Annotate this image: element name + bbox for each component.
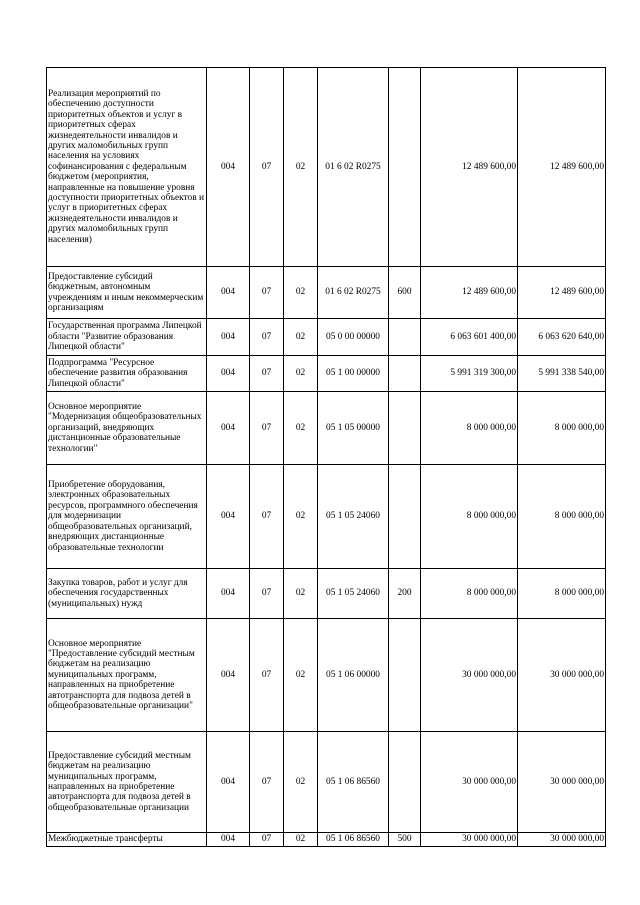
table-row: [47, 465, 606, 569]
subsection-code: 02: [284, 68, 318, 267]
expense-type: [389, 732, 421, 833]
section-code: 07: [250, 569, 284, 619]
expense-type: 200: [389, 569, 421, 619]
expense-type: [389, 465, 421, 569]
target-code: 05 1 05 00000: [318, 392, 389, 465]
amount-year-1: 12 489 600,00: [421, 267, 518, 319]
section-code: 07: [250, 319, 284, 356]
amount-year-1: 8 000 000,00: [421, 569, 518, 619]
admin-code: 004: [207, 319, 250, 356]
amount-year-1: 6 063 601 400,00: [421, 319, 518, 356]
target-code: 01 6 02 R0275: [318, 68, 389, 267]
row-name: Приобретение оборудования, электронных образовательных ресурсов, программного обеспечения для модернизации общеобразовательных организаций, внедряющих дистанционные образовательные технологии: [47, 465, 207, 569]
amount-year-2: 12 489 600,00: [518, 68, 606, 267]
target-code: 05 0 00 00000: [318, 319, 389, 356]
row-name: Реализация мероприятий по обеспечению доступности приоритетных объектов и услуг в приоритетных сферах жизнедеятельности инвалидов и других маломобильных групп населения на условиях софинансирования с федеральным бюджетом (мероприятия, направленные на повышение уровня доступности приоритетных объектов и услуг в приоритетных сферах жизнедеятельности инвалидов и других маломобильных групп населения): [47, 68, 207, 267]
expense-type: [389, 356, 421, 392]
subsection-code: 02: [284, 356, 318, 392]
target-code: 05 1 06 00000: [318, 619, 389, 732]
admin-code: 004: [207, 465, 250, 569]
target-code: 05 1 05 24060: [318, 465, 389, 569]
row-name: Межбюджетные трансферты: [47, 833, 207, 847]
section-code: 07: [250, 392, 284, 465]
subsection-code: 02: [284, 569, 318, 619]
subsection-code: 02: [284, 732, 318, 833]
amount-year-2: 30 000 000,00: [518, 833, 606, 847]
expense-type: 500: [389, 833, 421, 847]
table-row: [47, 833, 606, 847]
row-name: Предоставление субсидий местным бюджетам на реализацию муниципальных программ, направленных на приобретение автотранспорта для подвоза детей в общеобразовательные организации: [47, 732, 207, 833]
section-code: 07: [250, 68, 284, 267]
subsection-code: 02: [284, 619, 318, 732]
amount-year-2: 8 000 000,00: [518, 392, 606, 465]
subsection-code: 02: [284, 319, 318, 356]
admin-code: 004: [207, 392, 250, 465]
row-name: Основное мероприятие "Модернизация общеобразовательных организаций, внедряющих дистанционные образовательные технологии": [47, 392, 207, 465]
target-code: 05 1 00 00000: [318, 356, 389, 392]
amount-year-1: 30 000 000,00: [421, 732, 518, 833]
expense-type: [389, 392, 421, 465]
amount-year-2: 8 000 000,00: [518, 569, 606, 619]
table-row: [47, 392, 606, 465]
table-row: [47, 267, 606, 319]
admin-code: 004: [207, 356, 250, 392]
amount-year-2: 6 063 620 640,00: [518, 319, 606, 356]
amount-year-2: 5 991 338 540,00: [518, 356, 606, 392]
admin-code: 004: [207, 619, 250, 732]
section-code: 07: [250, 833, 284, 847]
row-name: Государственная программа Липецкой области "Развитие образования Липецкой области": [47, 319, 207, 356]
section-code: 07: [250, 267, 284, 319]
admin-code: 004: [207, 68, 250, 267]
subsection-code: 02: [284, 833, 318, 847]
target-code: 05 1 06 86560: [318, 833, 389, 847]
admin-code: 004: [207, 267, 250, 319]
admin-code: 004: [207, 569, 250, 619]
amount-year-1: 8 000 000,00: [421, 392, 518, 465]
row-name: Подпрограмма "Ресурсное обеспечение развития образования Липецкой области": [47, 356, 207, 392]
budget-document-page: [46, 67, 605, 847]
amount-year-1: 30 000 000,00: [421, 833, 518, 847]
amount-year-2: 12 489 600,00: [518, 267, 606, 319]
table-row: [47, 569, 606, 619]
row-name: Закупка товаров, работ и услуг для обеспечения государственных (муниципальных) нужд: [47, 569, 207, 619]
row-name: Основное мероприятие "Предоставление субсидий местным бюджетам на реализацию муниципальных программ, направленных на приобретение автотранспорта для подвоза детей в общеобразовательные организации": [47, 619, 207, 732]
section-code: 07: [250, 619, 284, 732]
amount-year-2: 8 000 000,00: [518, 465, 606, 569]
section-code: 07: [250, 356, 284, 392]
row-name: Предоставление субсидий бюджетным, автономным учреждениям и иным некоммерческим организациям: [47, 267, 207, 319]
expense-type: [389, 319, 421, 356]
subsection-code: 02: [284, 267, 318, 319]
section-code: 07: [250, 465, 284, 569]
expense-type: [389, 68, 421, 267]
section-code: 07: [250, 732, 284, 833]
budget-table: [46, 67, 606, 847]
subsection-code: 02: [284, 392, 318, 465]
subsection-code: 02: [284, 465, 318, 569]
amount-year-1: 30 000 000,00: [421, 619, 518, 732]
expense-type: 600: [389, 267, 421, 319]
amount-year-2: 30 000 000,00: [518, 619, 606, 732]
table-row: [47, 356, 606, 392]
table-row: [47, 68, 606, 267]
expense-type: [389, 619, 421, 732]
target-code: 01 6 02 R0275: [318, 267, 389, 319]
table-row: [47, 619, 606, 732]
amount-year-2: 30 000 000,00: [518, 732, 606, 833]
admin-code: 004: [207, 833, 250, 847]
amount-year-1: 12 489 600,00: [421, 68, 518, 267]
table-row: [47, 732, 606, 833]
table-row: [47, 319, 606, 356]
admin-code: 004: [207, 732, 250, 833]
target-code: 05 1 06 86560: [318, 732, 389, 833]
amount-year-1: 5 991 319 300,00: [421, 356, 518, 392]
target-code: 05 1 05 24060: [318, 569, 389, 619]
amount-year-1: 8 000 000,00: [421, 465, 518, 569]
